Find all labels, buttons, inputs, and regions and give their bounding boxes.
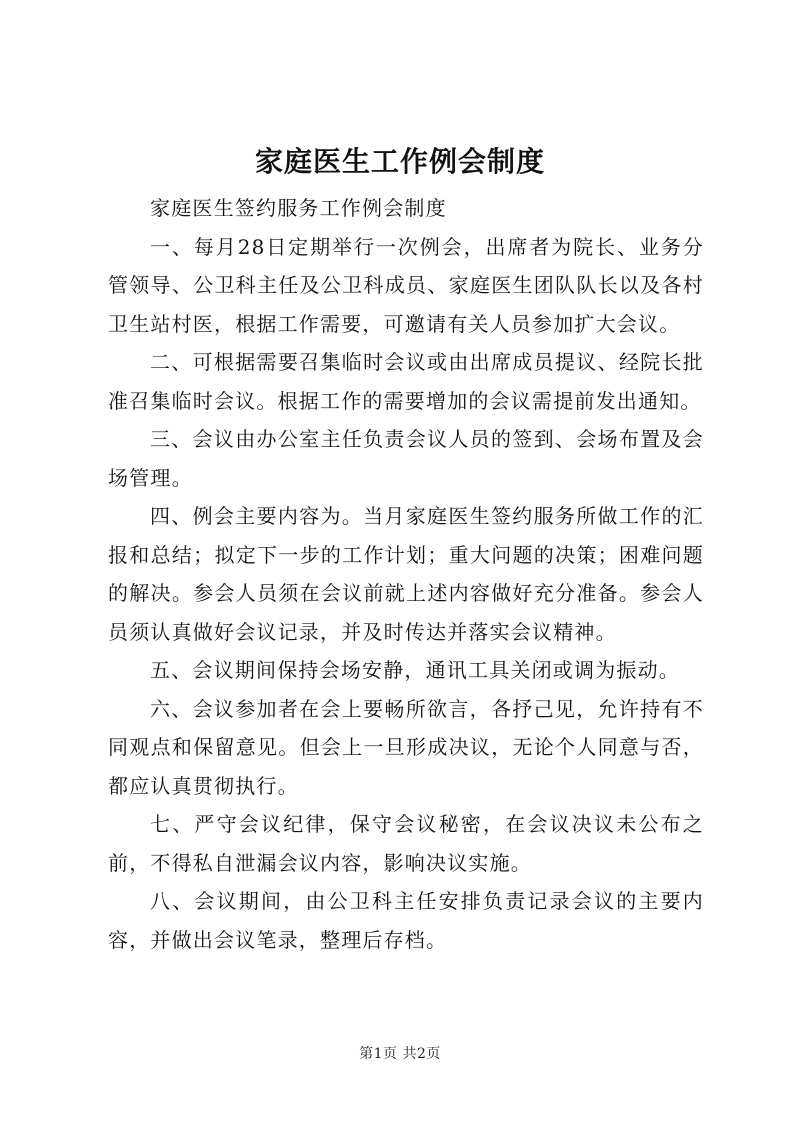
paragraph-5: 五、会议期间保持会场安静，通讯工具关闭或调为振动。	[150, 658, 680, 682]
paragraph-2: 二、可根据需要召集临时会议或由出席成员提议、经院长批准召集临时会议。根据工作的需要增加的会议需提前发出通知。	[108, 350, 704, 413]
paragraph-7: 七、严守会议纪律，保守会议秘密，在会议决议未公布之前，不得私自泄漏会议内容，影响决议实施。	[108, 812, 704, 875]
paragraph-3: 三、会议由办公室主任负责会议人员的签到、会场布置及会场管理。	[108, 427, 704, 490]
document-title: 家庭医生工作例会制度	[254, 145, 545, 178]
paragraph-subtitle: 家庭医生签约服务工作例会制度	[150, 196, 447, 220]
paragraph-4: 四、例会主要内容为。当月家庭医生签约服务所做工作的汇报和总结；拟定下一步的工作计划；重大问题的决策；困难问题的解决。参会人员须在会议前就上述内容做好充分准备。参会人员须认真做好会议记录，并及时传达并落实会议精神。	[108, 504, 704, 644]
paragraph-1: 一、每月28日定期举行一次例会，出席者为院长、业务分管领导、公卫科主任及公卫科成员、家庭医生团队队长以及各村卫生站村医，根据工作需要，可邀请有关人员参加扩大会议。	[108, 234, 704, 336]
paragraph-6: 六、会议参加者在会上要畅所欲言，各抒己见，允许持有不同观点和保留意见。但会上一旦形成决议，无论个人同意与否，都应认真贯彻执行。	[108, 696, 704, 798]
paragraph-8: 八、会议期间，由公卫科主任安排负责记录会议的主要内容，并做出会议笔录，整理后存档。	[108, 889, 704, 952]
document-body	[108, 189, 704, 959]
page-number-footer: 第1页 共2页	[359, 1046, 441, 1062]
